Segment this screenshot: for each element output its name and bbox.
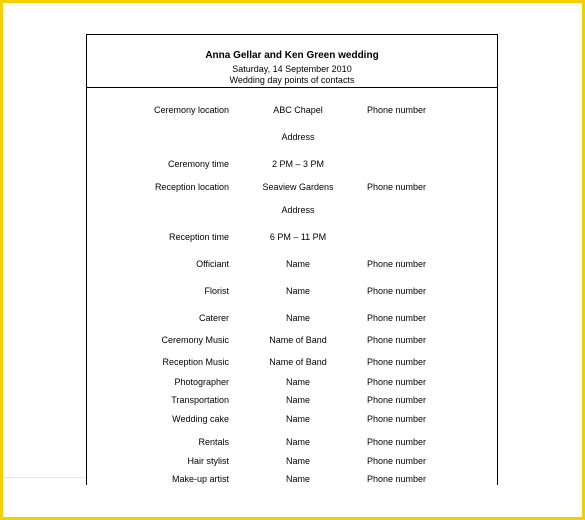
row-label: Hair stylist bbox=[187, 456, 229, 466]
row-value: Name of Band bbox=[269, 335, 327, 345]
sheet-header bbox=[87, 35, 497, 88]
sheet-subtitle: Wedding day points of contacts bbox=[229, 75, 355, 85]
row-contact: Phone number bbox=[367, 105, 427, 115]
row-value: Name bbox=[285, 377, 310, 387]
row-contact: Phone number bbox=[367, 182, 427, 192]
table-row bbox=[87, 132, 497, 144]
sheet-date: Saturday, 14 September 2010 bbox=[232, 64, 352, 74]
table-row bbox=[87, 182, 497, 194]
table-row bbox=[87, 395, 497, 407]
row-label: Reception Music bbox=[162, 357, 229, 367]
row-value: Name bbox=[285, 474, 310, 484]
contact-sheet bbox=[86, 34, 498, 485]
table-row bbox=[87, 377, 497, 389]
row-contact: Phone number bbox=[367, 377, 427, 387]
row-value: Name bbox=[285, 259, 310, 269]
table-row bbox=[87, 313, 497, 325]
row-value: Address bbox=[281, 205, 315, 215]
row-value: Name bbox=[285, 414, 310, 424]
sheet-title: Anna Gellar and Ken Green wedding bbox=[205, 50, 379, 61]
row-value: ABC Chapel bbox=[273, 105, 323, 115]
row-label: Transportation bbox=[171, 395, 229, 405]
divider-line bbox=[3, 477, 86, 478]
row-value: Name bbox=[285, 456, 310, 466]
page bbox=[3, 3, 582, 517]
row-value: Name bbox=[285, 286, 310, 296]
table-row bbox=[87, 357, 497, 369]
row-value: Address bbox=[281, 132, 315, 142]
table-row bbox=[87, 437, 497, 449]
row-label: Officiant bbox=[196, 259, 229, 269]
row-contact: Phone number bbox=[367, 414, 427, 424]
row-contact: Phone number bbox=[367, 437, 427, 447]
table-row bbox=[87, 474, 497, 486]
table-row bbox=[87, 414, 497, 426]
table-row bbox=[87, 105, 497, 117]
table-row bbox=[87, 259, 497, 271]
row-contact: Phone number bbox=[367, 259, 427, 269]
row-label: Florist bbox=[204, 286, 229, 296]
row-value: Name bbox=[285, 313, 310, 323]
row-label: Caterer bbox=[198, 313, 229, 323]
row-value: Name bbox=[285, 437, 310, 447]
row-contact: Phone number bbox=[367, 313, 427, 323]
row-value: Name bbox=[285, 395, 310, 405]
row-label: Photographer bbox=[174, 377, 229, 387]
row-contact: Phone number bbox=[367, 335, 427, 345]
row-value: 6 PM – 11 PM bbox=[269, 232, 327, 242]
table-row bbox=[87, 286, 497, 298]
row-label: Reception location bbox=[154, 182, 229, 192]
row-value: Name of Band bbox=[269, 357, 327, 367]
row-label: Wedding cake bbox=[172, 414, 229, 424]
table-row bbox=[87, 335, 497, 347]
row-contact: Phone number bbox=[367, 456, 427, 466]
table-row bbox=[87, 232, 497, 244]
row-contact: Phone number bbox=[367, 286, 427, 296]
row-label: Ceremony Music bbox=[161, 335, 229, 345]
table-row bbox=[87, 456, 497, 468]
row-value: 2 PM – 3 PM bbox=[271, 159, 325, 169]
row-contact: Phone number bbox=[367, 474, 427, 484]
row-label: Reception time bbox=[168, 232, 229, 242]
table-row bbox=[87, 205, 497, 217]
row-label: Make-up artist bbox=[171, 474, 229, 484]
row-label: Rentals bbox=[198, 437, 229, 447]
table-row bbox=[87, 159, 497, 171]
row-contact: Phone number bbox=[367, 357, 427, 367]
row-value: Seaview Gardens bbox=[262, 182, 334, 192]
row-contact: Phone number bbox=[367, 395, 427, 405]
row-label: Ceremony location bbox=[153, 105, 229, 115]
row-label: Ceremony time bbox=[167, 159, 229, 169]
